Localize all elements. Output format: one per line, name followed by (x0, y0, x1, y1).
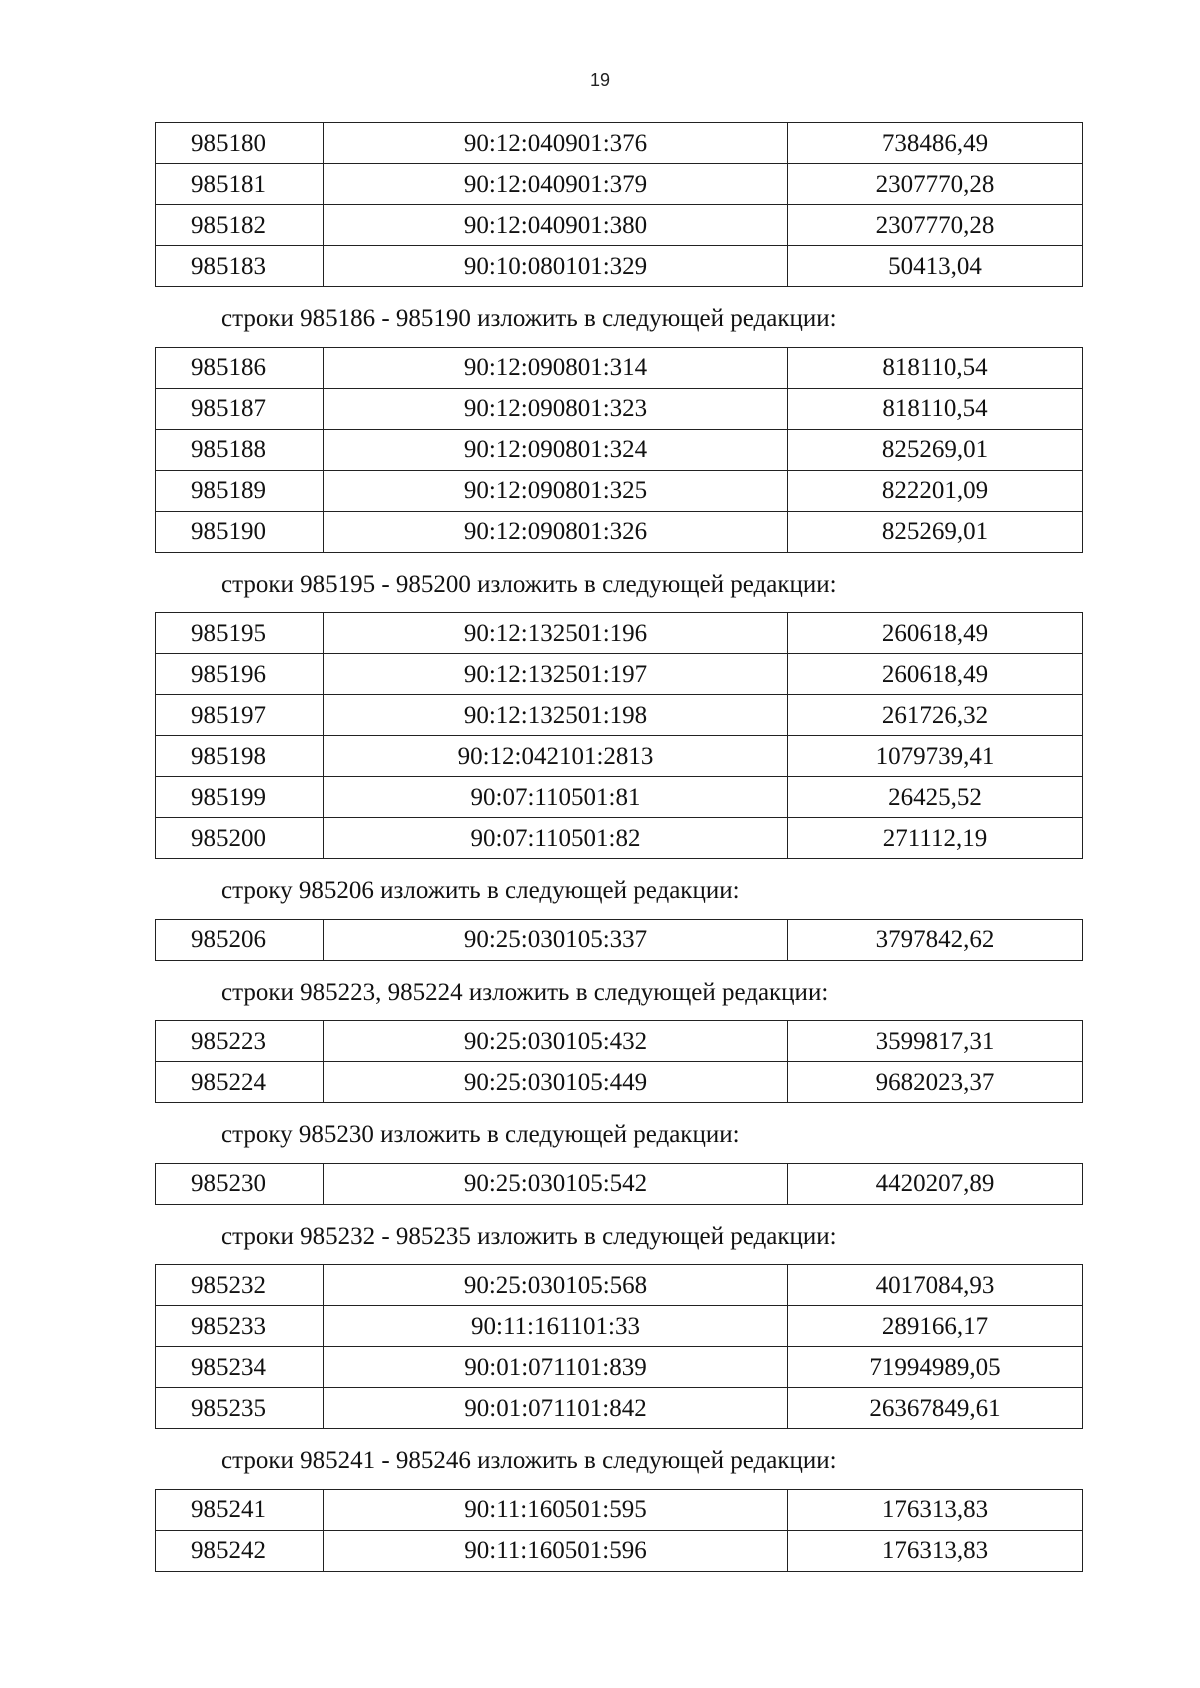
row-number-cell: 985232 (156, 1265, 324, 1306)
table-row (156, 613, 1083, 654)
table-row (156, 470, 1083, 511)
row-number-cell: 985235 (156, 1388, 324, 1429)
page-number: 19 (589, 70, 611, 90)
table-row (156, 123, 1083, 164)
cadastral-value-cell: 9682023,37 (788, 1062, 1083, 1103)
row-number-cell: 985200 (156, 818, 324, 859)
table-row (156, 1489, 1083, 1530)
row-number-cell: 985187 (156, 388, 324, 429)
section-caption: строки 985241 - 985246 изложить в следующей редакции: (221, 1447, 837, 1474)
cadastral-value-cell: 261726,32 (788, 695, 1083, 736)
table-row (156, 246, 1083, 287)
section-caption: строки 985223, 985224 изложить в следующей редакции: (221, 978, 829, 1006)
row-number-cell: 985196 (156, 654, 324, 695)
row-number-cell: 985195 (156, 613, 324, 654)
table-row (156, 1265, 1083, 1306)
table-row (156, 777, 1083, 818)
table-row (156, 1021, 1083, 1062)
row-number-cell: 985198 (156, 736, 324, 777)
row-number-cell: 985241 (156, 1489, 324, 1530)
cadastral-number-cell: 90:25:030105:542 (324, 1163, 788, 1204)
table-row (156, 818, 1083, 859)
cadastral-value-cell: 289166,17 (788, 1306, 1083, 1347)
cadastral-value-cell: 738486,49 (788, 123, 1083, 164)
cadastral-number-cell: 90:12:040901:379 (324, 164, 788, 205)
amendment-table (155, 1020, 1083, 1103)
row-number-cell: 985230 (156, 1163, 324, 1204)
section-caption: строку 985230 изложить в следующей редакции: (221, 1121, 740, 1148)
cadastral-number-cell: 90:11:160501:596 (324, 1530, 788, 1571)
row-number-cell: 985233 (156, 1306, 324, 1347)
cadastral-value-cell: 26367849,61 (788, 1388, 1083, 1429)
cadastral-value-cell: 818110,54 (788, 388, 1083, 429)
cadastral-number-cell: 90:11:161101:33 (324, 1306, 788, 1347)
cadastral-number-cell: 90:12:090801:326 (324, 511, 788, 552)
row-number-cell: 985224 (156, 1062, 324, 1103)
row-number-cell: 985197 (156, 695, 324, 736)
section-caption: строки 985232 - 985235 изложить в следующей редакции: (221, 1222, 837, 1250)
cadastral-number-cell: 90:12:090801:325 (324, 470, 788, 511)
amendment-table (155, 612, 1083, 859)
cadastral-value-cell: 3599817,31 (788, 1021, 1083, 1062)
cadastral-number-cell: 90:12:040901:376 (324, 123, 788, 164)
table-row (156, 388, 1083, 429)
row-number-cell: 985199 (156, 777, 324, 818)
cadastral-number-cell: 90:12:042101:2813 (324, 736, 788, 777)
cadastral-number-cell: 90:12:090801:314 (324, 347, 788, 388)
cadastral-value-cell: 1079739,41 (788, 736, 1083, 777)
table-row (156, 164, 1083, 205)
cadastral-value-cell: 176313,83 (788, 1489, 1083, 1530)
cadastral-value-cell: 260618,49 (788, 654, 1083, 695)
cadastral-number-cell: 90:10:080101:329 (324, 246, 788, 287)
table-row (156, 919, 1083, 960)
amendment-table (155, 1264, 1083, 1429)
cadastral-value-cell: 26425,52 (788, 777, 1083, 818)
row-number-cell: 985242 (156, 1530, 324, 1571)
cadastral-value-cell: 3797842,62 (788, 919, 1083, 960)
row-number-cell: 985206 (156, 919, 324, 960)
cadastral-number-cell: 90:25:030105:337 (324, 919, 788, 960)
cadastral-number-cell: 90:12:090801:323 (324, 388, 788, 429)
cadastral-number-cell: 90:12:132501:198 (324, 695, 788, 736)
table-row (156, 1306, 1083, 1347)
table-row (156, 347, 1083, 388)
cadastral-number-cell: 90:07:110501:82 (324, 818, 788, 859)
cadastral-number-cell: 90:12:132501:196 (324, 613, 788, 654)
table-row (156, 654, 1083, 695)
cadastral-number-cell: 90:25:030105:432 (324, 1021, 788, 1062)
table-row (156, 1062, 1083, 1103)
cadastral-value-cell: 271112,19 (788, 818, 1083, 859)
section-caption: строки 985195 - 985200 изложить в следующей редакции: (221, 570, 837, 598)
row-number-cell: 985188 (156, 429, 324, 470)
cadastral-number-cell: 90:01:071101:842 (324, 1388, 788, 1429)
cadastral-number-cell: 90:01:071101:839 (324, 1347, 788, 1388)
cadastral-value-cell: 176313,83 (788, 1530, 1083, 1571)
table-row (156, 1388, 1083, 1429)
table-row (156, 736, 1083, 777)
cadastral-value-cell: 818110,54 (788, 347, 1083, 388)
document-body (155, 122, 1080, 1572)
row-number-cell: 985186 (156, 347, 324, 388)
cadastral-value-cell: 260618,49 (788, 613, 1083, 654)
table-row (156, 511, 1083, 552)
row-number-cell: 985223 (156, 1021, 324, 1062)
cadastral-number-cell: 90:12:090801:324 (324, 429, 788, 470)
cadastral-number-cell: 90:25:030105:568 (324, 1265, 788, 1306)
cadastral-value-cell: 50413,04 (788, 246, 1083, 287)
cadastral-number-cell: 90:12:132501:197 (324, 654, 788, 695)
table-row (156, 1347, 1083, 1388)
cadastral-number-cell: 90:25:030105:449 (324, 1062, 788, 1103)
row-number-cell: 985180 (156, 123, 324, 164)
cadastral-value-cell: 825269,01 (788, 511, 1083, 552)
cadastral-value-cell: 4420207,89 (788, 1163, 1083, 1204)
cadastral-value-cell: 2307770,28 (788, 205, 1083, 246)
cadastral-number-cell: 90:12:040901:380 (324, 205, 788, 246)
row-number-cell: 985189 (156, 470, 324, 511)
amendment-table (155, 122, 1083, 287)
row-number-cell: 985181 (156, 164, 324, 205)
cadastral-value-cell: 4017084,93 (788, 1265, 1083, 1306)
cadastral-value-cell: 2307770,28 (788, 164, 1083, 205)
cadastral-value-cell: 71994989,05 (788, 1347, 1083, 1388)
row-number-cell: 985182 (156, 205, 324, 246)
table-row (156, 429, 1083, 470)
table-row (156, 695, 1083, 736)
row-number-cell: 985190 (156, 511, 324, 552)
section-caption: строки 985186 - 985190 изложить в следующей редакции: (221, 305, 837, 332)
table-row (156, 1530, 1083, 1571)
row-number-cell: 985234 (156, 1347, 324, 1388)
cadastral-value-cell: 822201,09 (788, 470, 1083, 511)
amendment-table (155, 1163, 1083, 1205)
amendment-table (155, 919, 1083, 961)
row-number-cell: 985183 (156, 246, 324, 287)
table-row (156, 1163, 1083, 1204)
table-row (156, 205, 1083, 246)
cadastral-number-cell: 90:07:110501:81 (324, 777, 788, 818)
section-caption: строку 985206 изложить в следующей редакции: (221, 877, 740, 904)
cadastral-value-cell: 825269,01 (788, 429, 1083, 470)
cadastral-number-cell: 90:11:160501:595 (324, 1489, 788, 1530)
amendment-table (155, 347, 1083, 553)
amendment-table (155, 1489, 1083, 1572)
